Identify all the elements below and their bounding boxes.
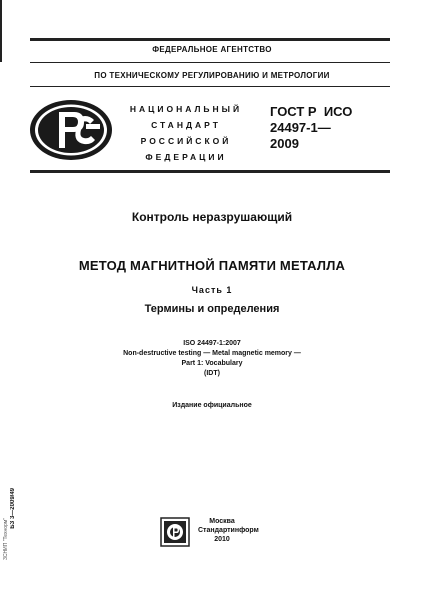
- national-standard-line: НАЦИОНАЛЬНЫЙ: [129, 104, 243, 114]
- agency-bottom-rule: [30, 86, 390, 87]
- designation-line: ГОСТ Р ИСО: [270, 104, 353, 119]
- national-standard-line: СТАНДАРТ: [151, 120, 221, 130]
- designation-line: 2009: [270, 136, 299, 151]
- iso-reference: [0, 339, 424, 379]
- document-part: Часть 1: [191, 285, 233, 295]
- designation-line: 24497-1—: [270, 120, 331, 135]
- top-rule: [30, 38, 390, 41]
- national-standard-line: ФЕДЕРАЦИИ: [145, 152, 227, 162]
- publisher-city: Москва: [209, 518, 235, 525]
- iso-reference-line: (IDT): [204, 370, 220, 377]
- rst-certification-logo-icon: [28, 98, 114, 162]
- document-title-line-1: Контроль неразрушающий: [131, 210, 293, 224]
- agency-line-2: ПО ТЕХНИЧЕСКОМУ РЕГУЛИРОВАНИЮ И МЕТРОЛОГИИ: [94, 71, 330, 80]
- iso-reference-line: Non-destructive testing — Metal magnetic memory —: [123, 350, 301, 357]
- side-copyright: ЗСНИП "Технорм": [3, 518, 9, 561]
- official-edition-label: Издание официальное: [172, 402, 252, 409]
- agency-line-1: ФЕДЕРАЛЬНОЕ АГЕНТСТВО: [152, 45, 272, 54]
- document-title-line-2: МЕТОД МАГНИТНОЙ ПАМЯТИ МЕТАЛЛА: [78, 258, 346, 273]
- side-catalog-code: БЗ 3—2009/49: [10, 488, 16, 529]
- agency-separator: [30, 62, 390, 63]
- standard-designation: [270, 104, 352, 152]
- national-standard-label: [118, 101, 254, 165]
- document-subtitle: Термины и определения: [144, 303, 280, 315]
- iso-reference-line: Part 1: Vocabulary: [181, 360, 243, 367]
- standard-block-bottom-rule: [30, 170, 390, 173]
- standartinform-logo-icon: [160, 517, 190, 547]
- publisher-imprint: [198, 517, 259, 544]
- publisher-year: 2010: [214, 536, 230, 543]
- publisher-name: Стандартинформ: [198, 527, 259, 534]
- national-standard-line: РОССИЙСКОЙ: [140, 136, 232, 146]
- iso-reference-line: ISO 24497-1:2007: [183, 340, 241, 347]
